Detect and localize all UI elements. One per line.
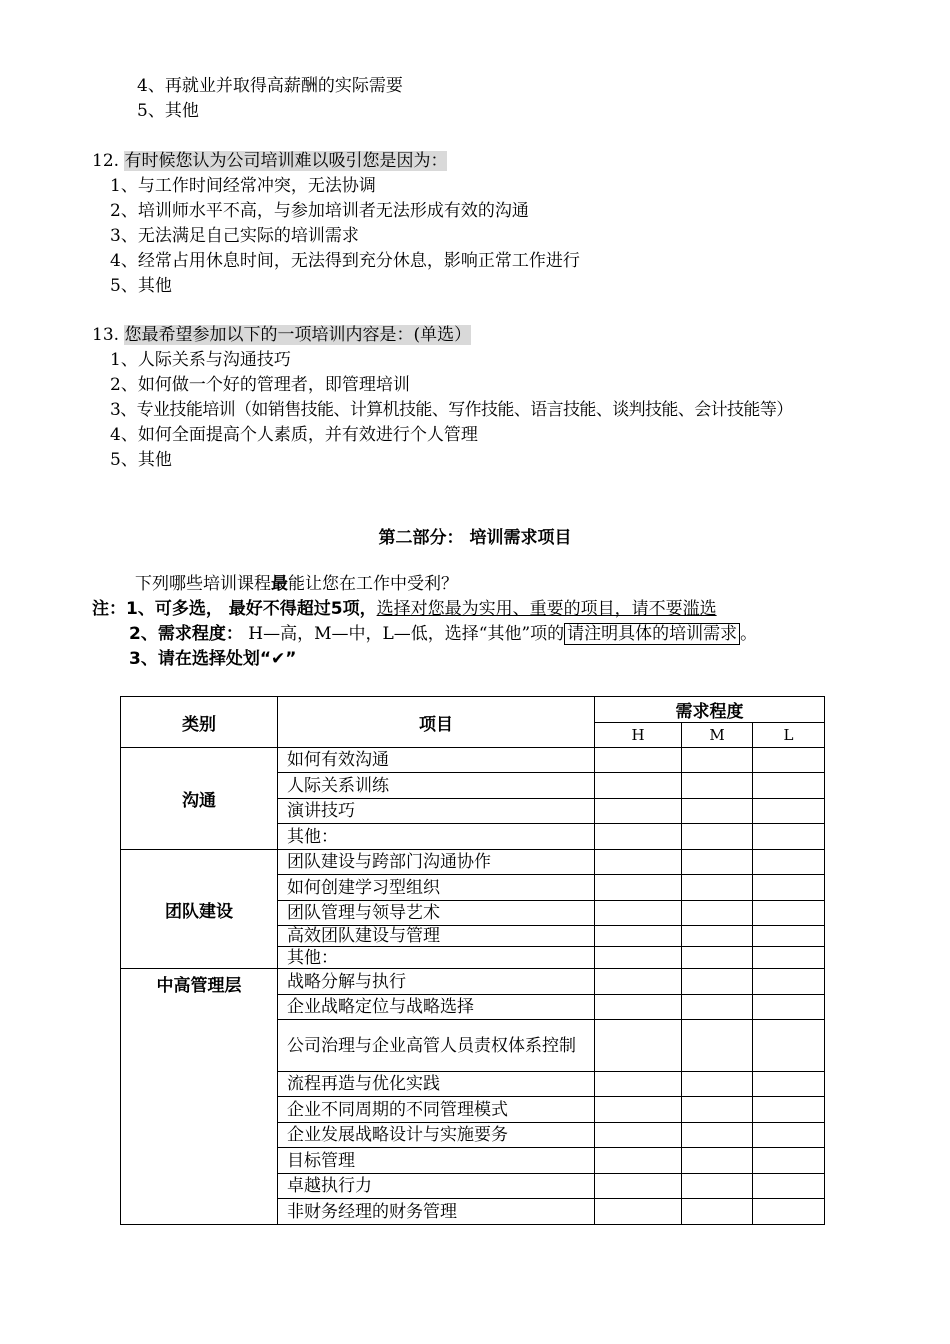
item-cell: 如何有效沟通 [278,748,595,773]
check-cell-l[interactable] [753,748,825,773]
option-text: 2、培训师水平不高，与参加培训者无法形成有效的沟通 [110,201,529,221]
header-item: 项目 [278,697,595,748]
check-cell-m[interactable] [682,926,753,947]
question-text: 有时候您认为公司培训难以吸引您是因为： [124,151,448,171]
check-cell-m[interactable] [682,1020,753,1072]
check-cell-h[interactable] [595,1174,682,1199]
item-cell: 战略分解与执行 [278,969,595,995]
check-cell-h[interactable] [595,773,682,799]
note-1-unit: 项， [342,599,377,619]
check-cell-m[interactable] [682,799,753,824]
item-cell: 其他： [278,947,595,969]
question-text: 您最希望参加以下的一项培训内容是：(单选） [124,325,472,345]
question-12 [92,150,447,172]
check-cell-m[interactable] [682,1097,753,1123]
question-13 [92,324,471,346]
check-cell-m[interactable] [682,1123,753,1148]
note-1-label: 注：1、可多选， 最好不得超过 [92,599,331,619]
intro-text-a: 下列哪些培训课程 [135,574,271,594]
note-2-boxed: 请注明具体的培训需求 [564,623,740,645]
check-cell-l[interactable] [753,850,825,875]
item-cell: 其他： [278,824,595,850]
option-text: 2、如何做一个好的管理者，即管理培训 [110,375,410,395]
option-text: 5、其他 [137,101,199,121]
check-cell-m[interactable] [682,850,753,875]
check-cell-l[interactable] [753,926,825,947]
check-cell-m[interactable] [682,901,753,926]
category-cell: 中高管理层 [121,969,278,1225]
option-text: 5、其他 [110,450,172,470]
check-cell-m[interactable] [682,875,753,901]
intro-text [135,573,458,595]
check-cell-h[interactable] [595,1199,682,1225]
check-cell-h[interactable] [595,1020,682,1072]
check-cell-m[interactable] [682,947,753,969]
option-text: 1、人际关系与沟通技巧 [110,350,291,370]
check-cell-m[interactable] [682,748,753,773]
note-1-number: 5 [330,599,343,619]
item-cell: 人际关系训练 [278,773,595,799]
check-cell-h[interactable] [595,1123,682,1148]
item-cell: 公司治理与企业高管人员责权体系控制 [278,1020,595,1072]
item-cell: 卓越执行力 [278,1174,595,1199]
check-cell-l[interactable] [753,1097,825,1123]
level-h: H [595,723,682,748]
check-cell-l[interactable] [753,1148,825,1174]
category-cell: 沟通 [121,748,278,850]
check-cell-l[interactable] [753,1199,825,1225]
check-cell-l[interactable] [753,901,825,926]
check-cell-m[interactable] [682,995,753,1020]
check-cell-m[interactable] [682,1072,753,1097]
item-cell: 团队管理与领导艺术 [278,901,595,926]
header-category: 类别 [121,697,278,748]
check-cell-l[interactable] [753,1020,825,1072]
check-cell-m[interactable] [682,1174,753,1199]
item-cell: 目标管理 [278,1148,595,1174]
option-text: 3、专业技能培训（如销售技能、计算机技能、写作技能、语言技能、谈判技能、会计技能等） [110,400,793,420]
check-cell-l[interactable] [753,1174,825,1199]
item-cell: 流程再造与优化实践 [278,1072,595,1097]
check-cell-h[interactable] [595,824,682,850]
check-cell-h[interactable] [595,1148,682,1174]
check-cell-m[interactable] [682,824,753,850]
table-row [121,969,825,995]
check-cell-l[interactable] [753,824,825,850]
check-cell-m[interactable] [682,1199,753,1225]
check-cell-l[interactable] [753,1072,825,1097]
item-cell: 如何创建学习型组织 [278,875,595,901]
level-m: M [682,723,753,748]
note-2-label: 2、需求程度： [129,624,243,644]
category-cell: 团队建设 [121,850,278,969]
question-number: 13. [92,325,120,345]
level-l: L [753,723,825,748]
check-cell-l[interactable] [753,875,825,901]
item-cell: 企业战略定位与战略选择 [278,995,595,1020]
check-cell-m[interactable] [682,969,753,995]
check-cell-h[interactable] [595,1097,682,1123]
item-cell: 企业发展战略设计与实施要务 [278,1123,595,1148]
intro-text-bold: 最 [271,574,288,594]
check-cell-l[interactable] [753,969,825,995]
check-cell-h[interactable] [595,875,682,901]
section-title: 第二部分： 培训需求项目 [378,528,572,548]
item-cell: 高效团队建设与管理 [278,926,595,947]
note-2-end: 。 [740,624,758,644]
note-1 [92,598,717,620]
intro-text-b: 能让您在工作中受利？ [288,574,458,594]
table-row [121,748,825,773]
option-text: 4、经常占用休息时间，无法得到充分休息，影响正常工作进行 [110,251,580,271]
question-number: 12. [92,151,120,171]
check-cell-m[interactable] [682,1148,753,1174]
note-3: 3、请在选择处划“✔” [129,649,297,669]
check-cell-h[interactable] [595,748,682,773]
note-2-text: H—高，M—中，L—低，选择“其他”项的 [242,624,565,644]
item-cell: 团队建设与跨部门沟通协作 [278,850,595,875]
option-text: 3、无法满足自己实际的培训需求 [110,226,359,246]
check-cell-h[interactable] [595,799,682,824]
check-cell-h[interactable] [595,901,682,926]
check-cell-h[interactable] [595,926,682,947]
item-cell: 非财务经理的财务管理 [278,1199,595,1225]
option-text: 4、如何全面提高个人素质，并有效进行个人管理 [110,425,478,445]
check-cell-h[interactable] [595,969,682,995]
check-cell-h[interactable] [595,995,682,1020]
check-cell-l[interactable] [753,947,825,969]
option-text: 4、再就业并取得高薪酬的实际需要 [137,76,403,96]
note-1-text: 选择对您最为实用、重要的项目，请不要滥选 [376,599,717,619]
training-needs-table [120,696,825,1225]
check-cell-l[interactable] [753,1123,825,1148]
note-2 [129,623,757,645]
option-text: 5、其他 [110,276,172,296]
item-cell: 演讲技巧 [278,799,595,824]
option-text: 1、与工作时间经常冲突，无法协调 [110,176,376,196]
check-cell-h[interactable] [595,850,682,875]
check-cell-l[interactable] [753,773,825,799]
check-cell-l[interactable] [753,995,825,1020]
check-cell-m[interactable] [682,773,753,799]
check-cell-l[interactable] [753,799,825,824]
header-level: 需求程度 [595,697,825,723]
table-row [121,850,825,875]
check-cell-h[interactable] [595,947,682,969]
check-cell-h[interactable] [595,1072,682,1097]
item-cell: 企业不同周期的不同管理模式 [278,1097,595,1123]
